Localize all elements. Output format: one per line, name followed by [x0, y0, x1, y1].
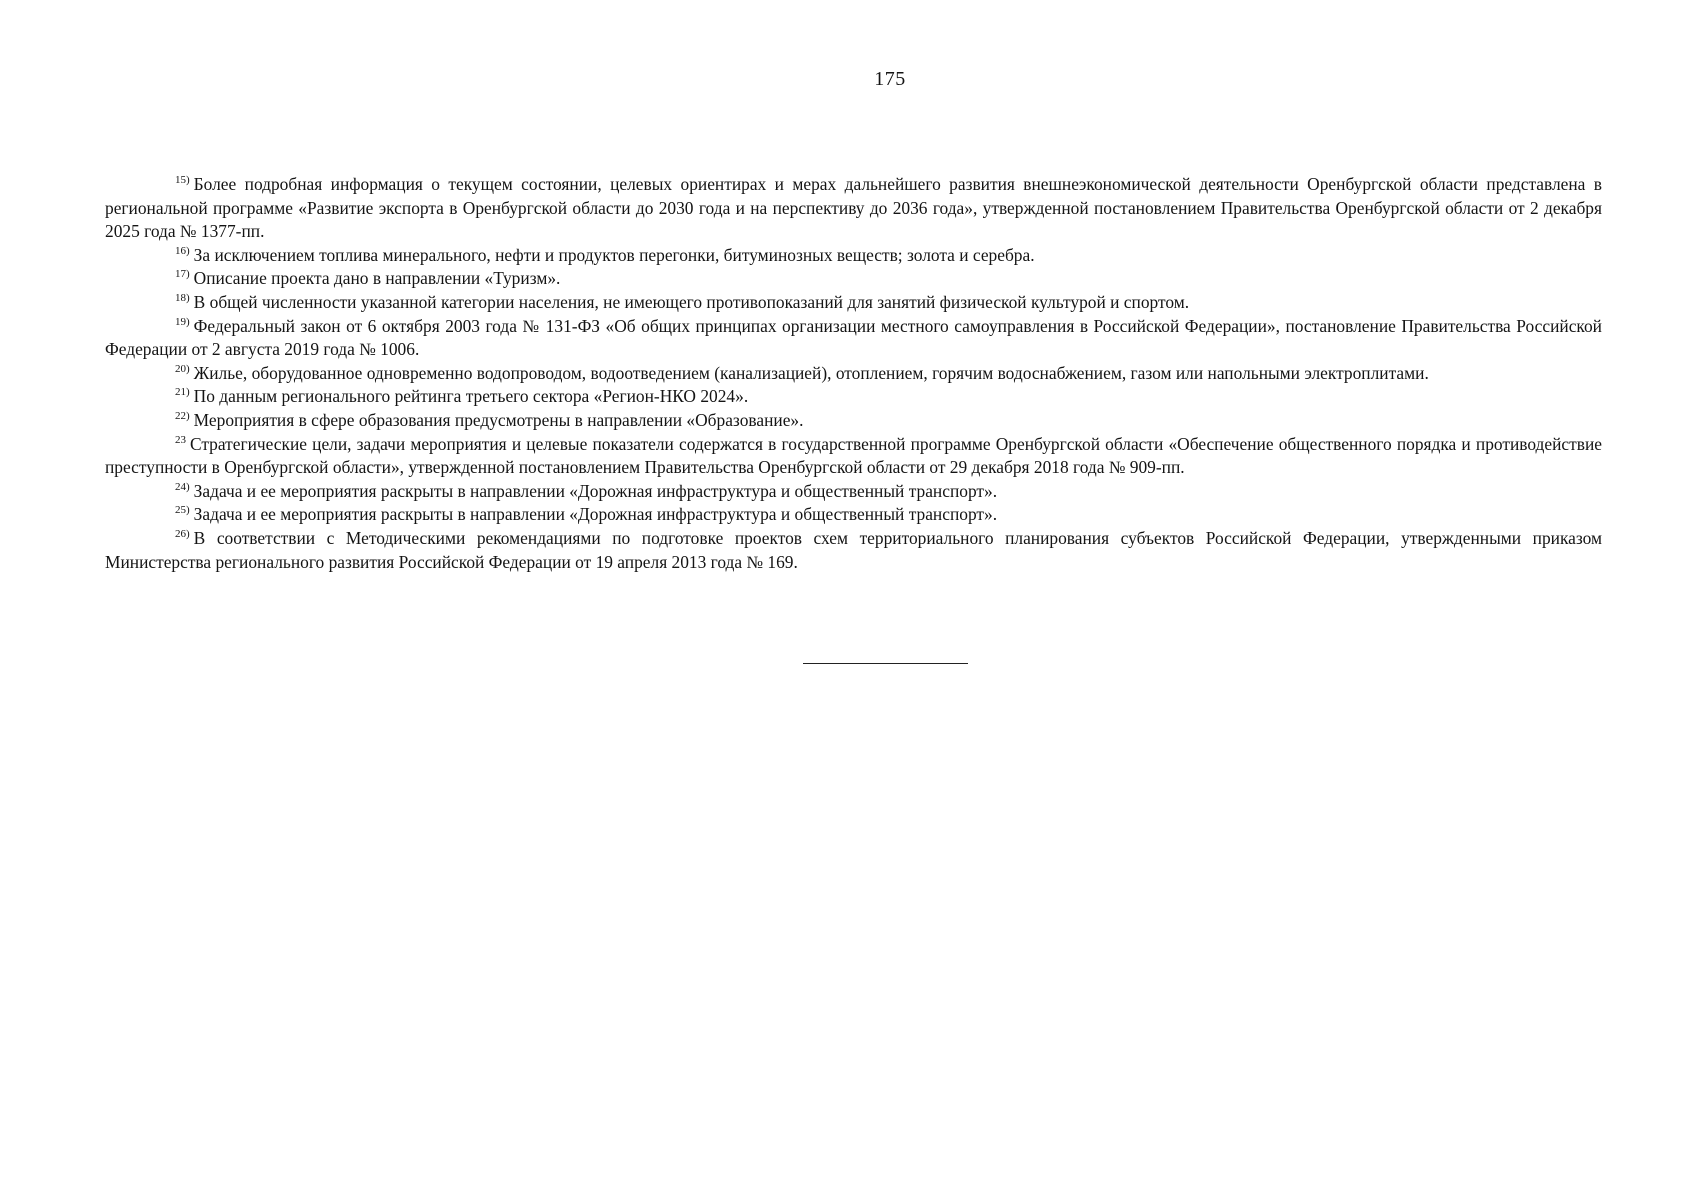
footnote-21: [105, 385, 1602, 409]
footnote-25: [105, 503, 1602, 527]
footnote-23: [105, 433, 1602, 480]
footnotes-block: [105, 173, 1602, 574]
footnote-text: В соответствии с Методическими рекомендациями по подготовке проектов схем территориального планирования субъектов Российской Федерации, утвержденными приказом Министерства регионального развития Российской Федерации от 19 апреля 2013 года № 169.: [105, 527, 1602, 572]
footnote-16: [105, 244, 1602, 268]
footnote-mark: 19): [175, 315, 190, 328]
footnote-mark: 18): [175, 291, 190, 304]
footnote-mark: 21): [175, 386, 190, 399]
footnote-18: [105, 291, 1602, 315]
footnote-text: В общей численности указанной категории населения, не имеющего противопоказаний для занятий физической культурой и спортом.: [193, 291, 1190, 312]
page-number: 175: [874, 68, 906, 90]
footnote-19: [105, 315, 1602, 362]
footnote-text: Мероприятия в сфере образования предусмотрены в направлении «Образование».: [193, 409, 804, 430]
footnote-mark: 17): [175, 268, 190, 281]
end-rule-divider: [803, 663, 968, 664]
footnote-20: [105, 362, 1602, 386]
footnote-text: Более подробная информация о текущем состоянии, целевых ориентирах и мерах дальнейшего развития внешнеэкономической деятельности Оренбургской области представлена в региональной программе «Развитие экспорта в Оренбургской области до 2030 года и на перспективу до 2036 года», утвержденной постановлением Правительства Оренбургской области от 2 декабря 2025 года № 1377-пп.: [105, 174, 1602, 242]
footnote-text: Федеральный закон от 6 октября 2003 года № 131-ФЗ «Об общих принципах организации местного самоуправления в Российской Федерации», постановление Правительства Российской Федерации от 2 августа 2019 года № 1006.: [105, 315, 1602, 360]
footnote-mark: 26): [175, 527, 190, 540]
footnote-text: Описание проекта дано в направлении «Туризм».: [193, 268, 561, 289]
footnote-17: [105, 267, 1602, 291]
footnote-text: Жилье, оборудованное одновременно водопроводом, водоотведением (канализацией), отоплением, горячим водоснабжением, газом или напольными электроплитами.: [193, 362, 1429, 383]
footnote-mark: 20): [175, 362, 190, 375]
footnote-mark: 15): [175, 174, 190, 186]
footnote-text: Задача и ее мероприятия раскрыты в направлении «Дорожная инфраструктура и общественный транспорт».: [193, 504, 998, 525]
footnote-text: По данным регионального рейтинга третьего сектора «Регион-НКО 2024».: [193, 386, 749, 407]
footnote-26: [105, 527, 1602, 574]
footnote-mark: 22): [175, 409, 190, 422]
footnote-15: [105, 173, 1602, 244]
footnote-24: [105, 480, 1602, 504]
footnote-text: Задача и ее мероприятия раскрыты в направлении «Дорожная инфраструктура и общественный транспорт».: [193, 480, 998, 501]
footnote-text: За исключением топлива минерального, нефти и продуктов перегонки, битуминозных веществ; золота и серебра.: [193, 244, 1035, 265]
footnote-22: [105, 409, 1602, 433]
footnote-mark: 25): [175, 504, 190, 517]
footnote-mark: 16): [175, 244, 190, 257]
footnote-mark: 23: [175, 433, 186, 446]
footnote-text: Стратегические цели, задачи мероприятия и целевые показатели содержатся в государственной программе Оренбургской области «Обеспечение общественного порядка и противодействие преступности в Оренбургской области», утвержденной постановлением Правительства Оренбургской области от 29 декабря 2018 года № 909-пп.: [105, 433, 1602, 478]
footnote-mark: 24): [175, 480, 190, 493]
